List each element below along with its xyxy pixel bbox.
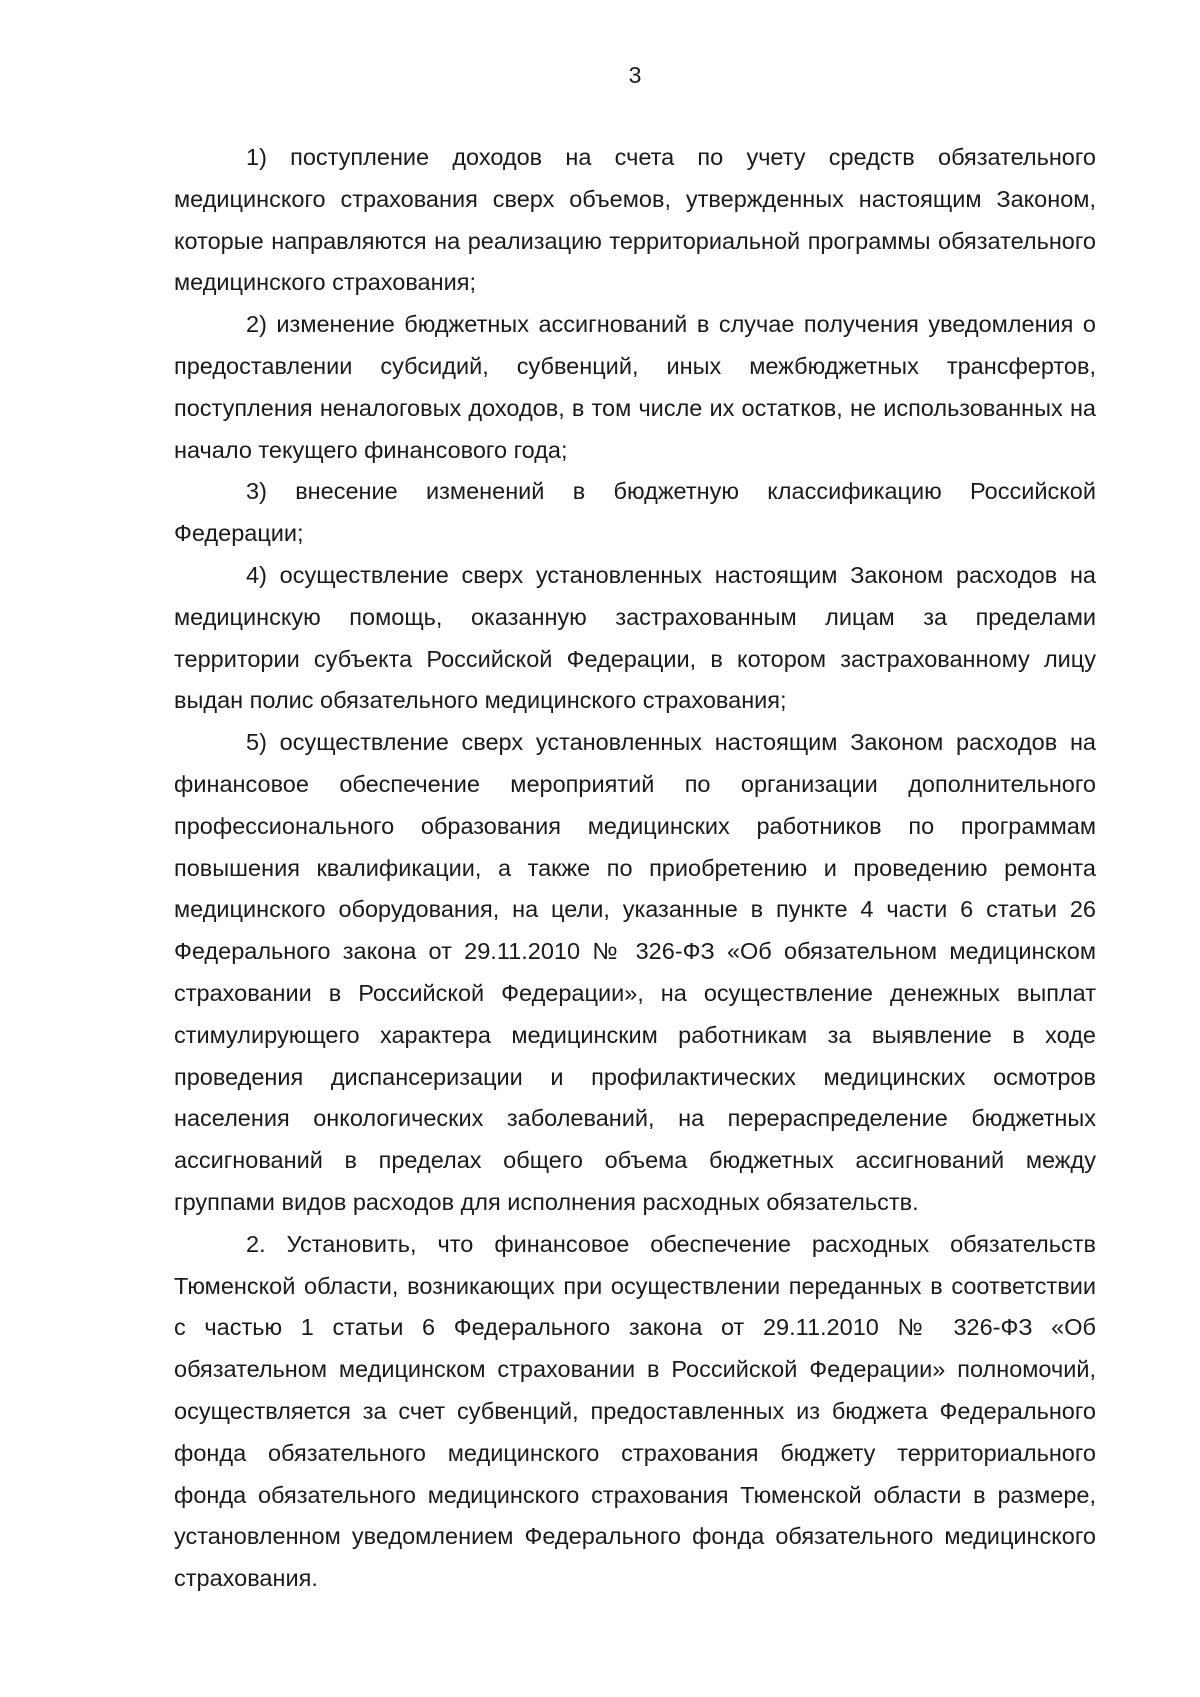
paragraph-item-4: 4) осуществление сверх установленных настоящим Законом расходов на медицинскую помощь, оказанную застрахованным лицам за пределами территории субъекта Российской Федерации, в котором застрахованному лицу выдан полис обязательного медицинского страхования; [174,561,1096,714]
paragraph-section-2: 2. Установить, что финансовое обеспечение расходных обязательств Тюменской области, возникающих при осуществлении переданных в соответствии с частью 1 статьи 6 Федерального закона от 29.11.2010 № 326-ФЗ «Об обязательном медицинском страховании в Российской Федерации» полномочий, осуществляется за счет субвенций, предоставленных из бюджета Федерального фонда обязательного медицинского страхования бюджету территориального фонда обязательного медицинского страхования Тюменской области в размере, установленном уведомлением Федерального фонда обязательного медицинского страхования. [174,1230,1096,1592]
paragraph-item-5: 5) осуществление сверх установленных настоящим Законом расходов на финансовое обеспечение мероприятий по организации дополнительного профессионального образования медицинских работников по программам повышения квалификации, а также по приобретению и проведению ремонта медицинского оборудования, на цели, указанные в пункте 4 части 6 статьи 26 Федерального закона от 29.11.2010 № 326-ФЗ «Об обязательном медицинском страховании в Российской Федерации», на осуществление денежных выплат стимулирующего характера медицинским работникам за выявление в ходе проведения диспансеризации и профилактических медицинских осмотров населения онкологических заболеваний, на перераспределение бюджетных ассигнований в пределах общего объема бюджетных ассигнований между группами видов расходов для исполнения расходных обязательств. [174,729,1096,1215]
paragraph-item-3: 3) внесение изменений в бюджетную классификацию Российской Федерации; [174,478,1096,547]
paragraph-item-1: 1) поступление доходов на счета по учету средств обязательного медицинского страхования сверх объемов, утвержденных настоящим Законом, которые направляются на реализацию территориальной программы обязательного медицинского страхования; [174,144,1096,296]
paragraph-item-2: 2) изменение бюджетных ассигнований в случае получения уведомления о предоставлении субсидий, субвенций, иных межбюджетных трансфертов, поступления неналоговых доходов, в том числе их остатков, не использованных на начало текущего финансового года; [174,311,1096,463]
document-body [174,137,1096,1600]
page-number: 3 [628,62,642,88]
